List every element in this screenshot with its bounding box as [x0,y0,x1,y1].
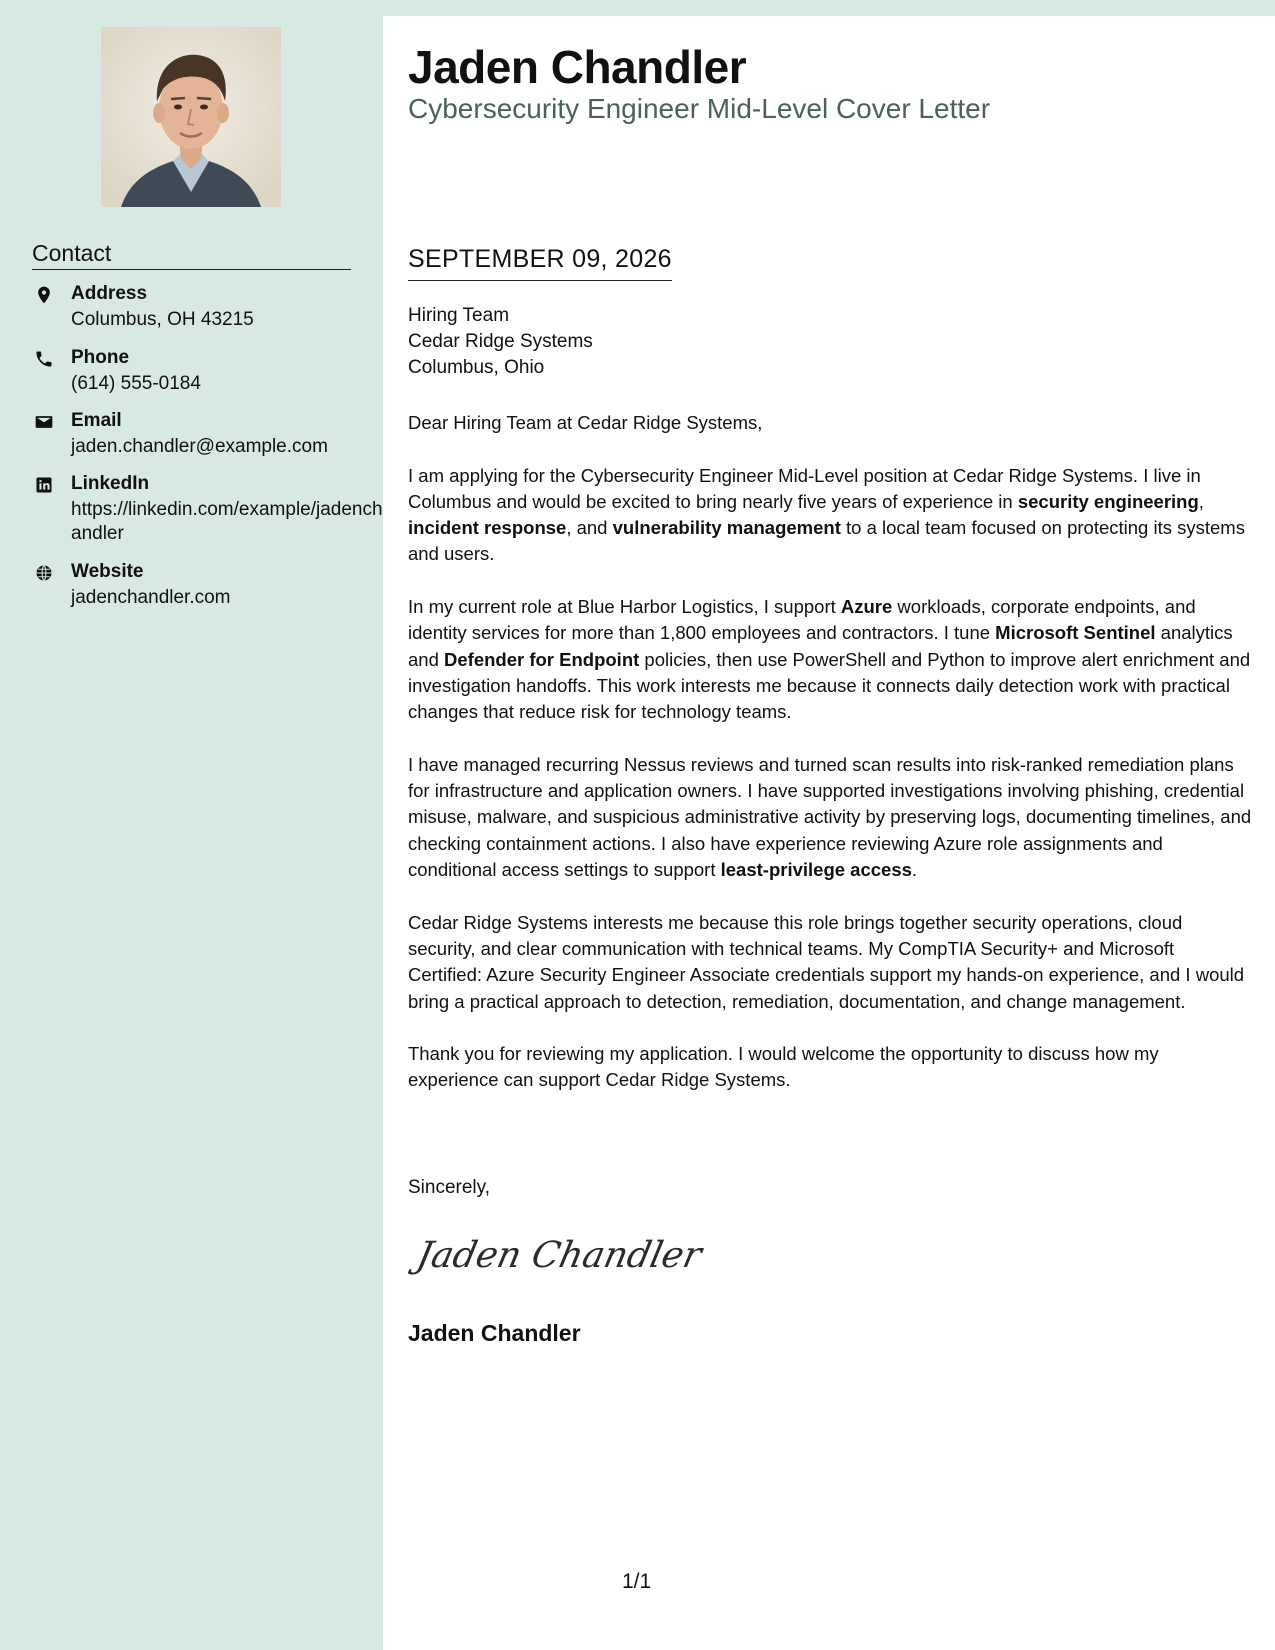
closing: Sincerely, [408,1177,491,1198]
linkedin-label: LinkedIn [71,473,150,494]
letter-paragraph [408,463,1253,568]
letter-paragraph [408,910,1253,1015]
emphasis-text: Defender for Endpoint [444,648,640,670]
emphasis-text: incident response [408,517,567,539]
applicant-name: Jaden Chandler [408,41,747,93]
paragraph-text: , and [566,517,613,539]
paragraph-text: Cedar Ridge Systems interests me because this role brings together security operations, cloud security, and clear communication with technical teams. My CompTIA Security+ and Microsoft Certified: Azure Security Engineer Associate credentials support my hands-on experience, and I would bring a practical approach to detection, remediation, documentation, and change management. [408,911,1245,1012]
emphasis-text: Microsoft Sentinel [995,622,1156,644]
recipient-line: Columbus, Ohio [408,357,545,378]
paragraph-text: workloads, corporate endpoints, and identity services for more than 1,800 employees and contractors. I tune [408,596,1196,644]
linkedin-value[interactable]: https://linkedin.com/example/jadenchandler [71,499,383,544]
website-label: Website [71,561,144,582]
website-value[interactable]: jadenchandler.com [71,587,231,608]
phone-value: (614) 555-0184 [71,373,201,394]
paragraph-text: to a local team focused on protecting its systems and users. [408,517,1245,565]
recipient-line: Cedar Ridge Systems [408,331,593,352]
paragraph-text: , [1198,490,1204,512]
contact-heading: Contact [32,240,351,270]
paragraph-text: . [911,859,918,881]
signature-text: Jaden Chandler [413,1233,706,1276]
emphasis-text: vulnerability management [612,517,841,539]
recipient-line: Hiring Team [408,305,510,326]
profile-photo [101,27,281,207]
paragraph-text: policies, then use PowerShell and Python to improve alert enrichment and investigation handoffs. This work interests me because it connects daily detection work with practical changes that reduce risk for technology teams. [408,648,1251,723]
linkedin-icon [34,475,54,495]
paragraph-text: Thank you for reviewing my application. I would welcome the opportunity to discuss how my experience can support Cedar Ridge Systems. [408,1043,1159,1091]
letter-paragraph [408,752,1253,883]
paragraph-text: I have managed recurring Nessus reviews and turned scan results into risk-ranked remediation plans for infrastructure and application owners. I have supported investigations involving phishing, credential misuse, malware, and suspicious administrative activity by preserving logs, documenting timelines, and checking containment actions. I also have experience reviewing Azure role assignments and conditional access settings to support [408,753,1252,881]
phone-label: Phone [71,347,130,368]
email-label: Email [71,410,122,431]
salutation: Dear Hiring Team at Cedar Ridge Systems, [408,412,763,433]
handwritten-signature [413,1225,706,1290]
page-number: 1/1 [622,1570,652,1593]
address-value: Columbus, OH 43215 [71,309,254,330]
emphasis-text: least-privilege access [720,859,912,881]
recipient-block [408,303,593,381]
letter-date: SEPTEMBER 09, 2026 [408,245,672,281]
paragraph-text: I am applying for the Cybersecurity Engineer Mid-Level position at Cedar Ridge Systems. I live in Columbus and would be excited to bring nearly five years of experience in [408,464,1201,512]
sidebar [0,0,383,1650]
letter-paragraph [408,1041,1253,1094]
paragraph-text: In my current role at Blue Harbor Logistics, I support [408,596,841,618]
signer-name: Jaden Chandler [408,1320,581,1346]
map-pin-icon [34,285,54,305]
globe-icon [34,563,54,583]
email-icon [34,412,54,432]
email-value[interactable]: jaden.chandler@example.com [71,436,328,457]
paragraph-text: analytics and [408,622,1233,670]
letter-paragraph [408,594,1253,725]
emphasis-text: security engineering [1017,490,1199,512]
letter-body [408,410,1253,1120]
emphasis-text: Azure [840,596,893,618]
address-label: Address [71,283,148,304]
document-subtitle: Cybersecurity Engineer Mid-Level Cover Letter [408,93,991,124]
phone-icon [34,349,54,369]
